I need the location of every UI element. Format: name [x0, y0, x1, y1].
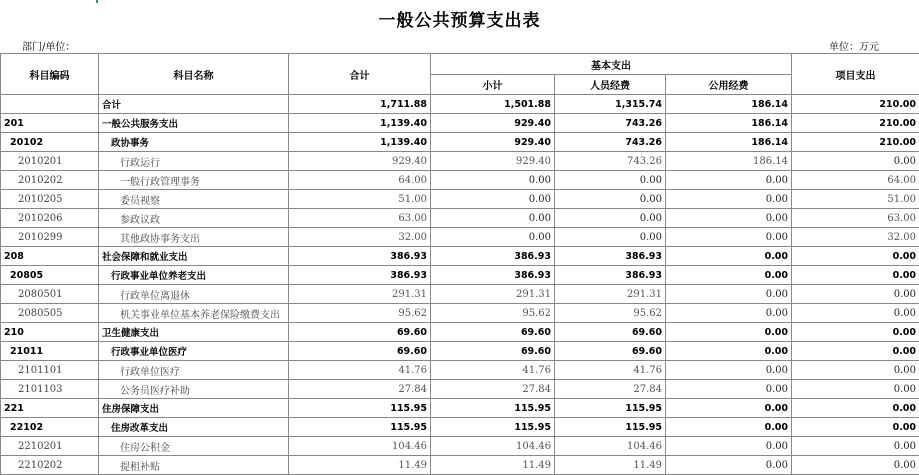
cell-total: 11.49 — [289, 456, 431, 475]
cell-public: 0.00 — [666, 285, 792, 304]
cell-name: 住房改革支出 — [99, 418, 289, 437]
cell-subtotal: 27.84 — [431, 380, 555, 399]
cell-project: 0.00 — [792, 266, 919, 285]
cell-name: 合计 — [99, 95, 289, 114]
cell-total: 386.93 — [289, 247, 431, 266]
cell-public: 0.00 — [666, 209, 792, 228]
cell-subtotal: 929.40 — [431, 152, 555, 171]
cell-project: 0.00 — [792, 456, 919, 475]
table-row — [1, 95, 919, 114]
cell-total: 1,139.40 — [289, 133, 431, 152]
cell-code: 221 — [1, 399, 99, 418]
cell-total: 41.76 — [289, 361, 431, 380]
cell-name: 政协事务 — [99, 133, 289, 152]
cell-project: 0.00 — [792, 342, 919, 361]
table-row — [1, 114, 919, 133]
table-row — [1, 304, 919, 323]
cell-personnel: 0.00 — [555, 190, 666, 209]
cell-code: 2101101 — [1, 361, 99, 380]
cell-personnel: 1,315.74 — [555, 95, 666, 114]
cell-total: 95.62 — [289, 304, 431, 323]
cell-project: 210.00 — [792, 133, 919, 152]
cell-public: 0.00 — [666, 171, 792, 190]
cell-code: 2010201 — [1, 152, 99, 171]
cell-personnel: 104.46 — [555, 437, 666, 456]
header-total: 合计 — [289, 54, 431, 95]
header-basic: 基本支出 — [431, 54, 792, 75]
cell-name: 公务员医疗补助 — [99, 380, 289, 399]
cell-personnel: 69.60 — [555, 323, 666, 342]
cell-name: 参政议政 — [99, 209, 289, 228]
cell-code: 2010299 — [1, 228, 99, 247]
cell-personnel: 41.76 — [555, 361, 666, 380]
cell-total: 291.31 — [289, 285, 431, 304]
cell-total: 929.40 — [289, 152, 431, 171]
cell-total: 1,139.40 — [289, 114, 431, 133]
table-body — [1, 95, 919, 475]
table-row — [1, 418, 919, 437]
page-title: 一般公共预算支出表 — [0, 6, 919, 31]
table-row — [1, 361, 919, 380]
cell-code: 2010206 — [1, 209, 99, 228]
cell-subtotal: 95.62 — [431, 304, 555, 323]
table-row — [1, 266, 919, 285]
cell-name: 行政单位离退休 — [99, 285, 289, 304]
department-label: 部门/单位： — [22, 38, 75, 53]
cell-subtotal: 69.60 — [431, 323, 555, 342]
cell-subtotal: 1,501.88 — [431, 95, 555, 114]
cell-project: 0.00 — [792, 247, 919, 266]
cell-code: 2080501 — [1, 285, 99, 304]
budget-table — [0, 53, 919, 475]
table-row — [1, 152, 919, 171]
cell-subtotal: 386.93 — [431, 266, 555, 285]
cell-project: 0.00 — [792, 285, 919, 304]
cell-code: 20805 — [1, 266, 99, 285]
cell-personnel: 11.49 — [555, 456, 666, 475]
cell-personnel: 0.00 — [555, 171, 666, 190]
cell-project: 0.00 — [792, 361, 919, 380]
cell-personnel: 743.26 — [555, 114, 666, 133]
cell-subtotal: 386.93 — [431, 247, 555, 266]
cell-code: 2210201 — [1, 437, 99, 456]
cell-public: 0.00 — [666, 190, 792, 209]
cell-name: 一般公共服务支出 — [99, 114, 289, 133]
cell-personnel: 743.26 — [555, 133, 666, 152]
cell-subtotal: 0.00 — [431, 209, 555, 228]
cell-project: 63.00 — [792, 209, 919, 228]
cell-total: 27.84 — [289, 380, 431, 399]
cell-subtotal: 0.00 — [431, 228, 555, 247]
cell-name: 行政事业单位医疗 — [99, 342, 289, 361]
table-row — [1, 228, 919, 247]
cell-code: 2010202 — [1, 171, 99, 190]
cell-public: 0.00 — [666, 437, 792, 456]
cell-code: 2210202 — [1, 456, 99, 475]
header-name: 科目名称 — [99, 54, 289, 95]
cell-public: 186.14 — [666, 133, 792, 152]
cell-code: 2010205 — [1, 190, 99, 209]
cell-code: 208 — [1, 247, 99, 266]
cell-name: 住房公积金 — [99, 437, 289, 456]
table-row — [1, 209, 919, 228]
cell-public: 0.00 — [666, 456, 792, 475]
table-row — [1, 342, 919, 361]
cell-name: 卫生健康支出 — [99, 323, 289, 342]
table-row — [1, 171, 919, 190]
cell-personnel: 743.26 — [555, 152, 666, 171]
cell-personnel: 386.93 — [555, 247, 666, 266]
cell-public: 0.00 — [666, 342, 792, 361]
table-row — [1, 247, 919, 266]
cell-project: 51.00 — [792, 190, 919, 209]
cell-code: 2080505 — [1, 304, 99, 323]
cell-code: 210 — [1, 323, 99, 342]
corner-mark — [96, 0, 98, 3]
cell-public: 0.00 — [666, 399, 792, 418]
cell-project: 64.00 — [792, 171, 919, 190]
cell-name: 住房保障支出 — [99, 399, 289, 418]
cell-code: 21011 — [1, 342, 99, 361]
cell-name: 行政运行 — [99, 152, 289, 171]
cell-public: 186.14 — [666, 95, 792, 114]
cell-subtotal: 11.49 — [431, 456, 555, 475]
cell-personnel: 69.60 — [555, 342, 666, 361]
table-row — [1, 190, 919, 209]
cell-total: 386.93 — [289, 266, 431, 285]
cell-public: 0.00 — [666, 380, 792, 399]
header-public: 公用经费 — [666, 75, 792, 95]
cell-total: 63.00 — [289, 209, 431, 228]
cell-name: 行政单位医疗 — [99, 361, 289, 380]
cell-personnel: 291.31 — [555, 285, 666, 304]
cell-total: 64.00 — [289, 171, 431, 190]
cell-subtotal: 929.40 — [431, 114, 555, 133]
cell-personnel: 0.00 — [555, 209, 666, 228]
cell-public: 0.00 — [666, 361, 792, 380]
cell-project: 0.00 — [792, 323, 919, 342]
table-row — [1, 323, 919, 342]
cell-subtotal: 115.95 — [431, 399, 555, 418]
cell-name: 机关事业单位基本养老保险缴费支出 — [99, 304, 289, 323]
header-personnel: 人员经费 — [555, 75, 666, 95]
cell-total: 1,711.88 — [289, 95, 431, 114]
cell-project: 210.00 — [792, 114, 919, 133]
cell-personnel: 115.95 — [555, 418, 666, 437]
cell-project: 0.00 — [792, 418, 919, 437]
cell-name: 一般行政管理事务 — [99, 171, 289, 190]
cell-total: 104.46 — [289, 437, 431, 456]
cell-public: 186.14 — [666, 114, 792, 133]
cell-name: 行政事业单位养老支出 — [99, 266, 289, 285]
table-row — [1, 399, 919, 418]
cell-subtotal: 0.00 — [431, 190, 555, 209]
cell-project: 210.00 — [792, 95, 919, 114]
cell-code: 22102 — [1, 418, 99, 437]
cell-total: 32.00 — [289, 228, 431, 247]
cell-public: 0.00 — [666, 247, 792, 266]
cell-personnel: 0.00 — [555, 228, 666, 247]
header-subtotal: 小计 — [431, 75, 555, 95]
table-row — [1, 133, 919, 152]
cell-subtotal: 291.31 — [431, 285, 555, 304]
cell-public: 0.00 — [666, 304, 792, 323]
cell-subtotal: 41.76 — [431, 361, 555, 380]
cell-code — [1, 95, 99, 114]
cell-project: 32.00 — [792, 228, 919, 247]
cell-public: 0.00 — [666, 323, 792, 342]
cell-name: 社会保障和就业支出 — [99, 247, 289, 266]
table-row — [1, 380, 919, 399]
cell-public: 0.00 — [666, 228, 792, 247]
cell-personnel: 386.93 — [555, 266, 666, 285]
cell-total: 69.60 — [289, 323, 431, 342]
cell-project: 0.00 — [792, 380, 919, 399]
cell-code: 2101103 — [1, 380, 99, 399]
cell-public: 0.00 — [666, 418, 792, 437]
cell-public: 0.00 — [666, 266, 792, 285]
cell-subtotal: 104.46 — [431, 437, 555, 456]
cell-total: 69.60 — [289, 342, 431, 361]
cell-project: 0.00 — [792, 152, 919, 171]
cell-personnel: 95.62 — [555, 304, 666, 323]
cell-code: 201 — [1, 114, 99, 133]
cell-personnel: 115.95 — [555, 399, 666, 418]
cell-project: 0.00 — [792, 399, 919, 418]
unit-label: 单位：万元 — [829, 38, 879, 53]
table-row — [1, 437, 919, 456]
cell-total: 51.00 — [289, 190, 431, 209]
cell-public: 186.14 — [666, 152, 792, 171]
cell-personnel: 27.84 — [555, 380, 666, 399]
cell-project: 0.00 — [792, 304, 919, 323]
table-row — [1, 285, 919, 304]
cell-subtotal: 115.95 — [431, 418, 555, 437]
header-code: 科目编码 — [1, 54, 99, 95]
header-project: 项目支出 — [792, 54, 919, 95]
cell-total: 115.95 — [289, 399, 431, 418]
cell-project: 0.00 — [792, 437, 919, 456]
cell-subtotal: 69.60 — [431, 342, 555, 361]
cell-subtotal: 0.00 — [431, 171, 555, 190]
cell-subtotal: 929.40 — [431, 133, 555, 152]
cell-code: 20102 — [1, 133, 99, 152]
cell-name: 其他政协事务支出 — [99, 228, 289, 247]
cell-name: 提租补贴 — [99, 456, 289, 475]
cell-name: 委员视察 — [99, 190, 289, 209]
cell-total: 115.95 — [289, 418, 431, 437]
